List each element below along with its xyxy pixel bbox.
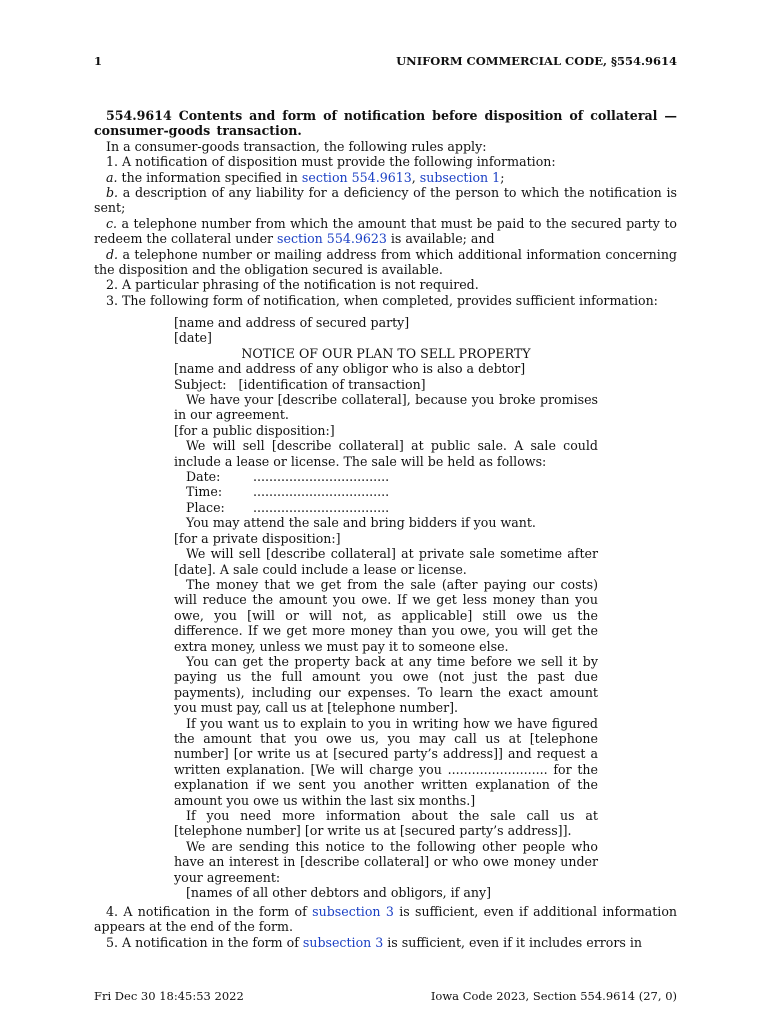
page-number: 1 <box>94 54 103 68</box>
form-attend: You may attend the sale and bring bidders if you want. <box>186 515 536 531</box>
place-label: Place: <box>186 499 225 515</box>
running-title: UNIFORM COMMERCIAL CODE, §554.9614 <box>396 54 677 68</box>
section-tail <box>94 904 677 950</box>
item-text: a telephone number or mailing address from which additional information concerning the disposition and the obligation secured is available. <box>94 246 677 278</box>
link-subsection-3[interactable]: subsection 3 <box>312 904 394 919</box>
item-text-end: is sufficient, even if additional information appears at the end of the form. <box>94 904 678 935</box>
link-section-554-9623[interactable]: section 554.9623 <box>277 231 387 247</box>
form-paragraph: The money that we get from the sale (after paying our costs) will reduce the amount you owe. If we get less money than you owe, you [will or will not, as applicable] still owe us the difference. If we get more money than you owe, you will get the extra money, unless we must pay it to someone else. <box>174 576 598 654</box>
form-paragraph: If you want us to explain to you in writing how we have figured the amount that you owe us, you may call us at [telephone number] [or write us at [secured party’s address]] and request a written explanation. [We will charge you ......................... for the explanation if we sent you another written explanation of the amount you owe us within the last six months.] <box>174 715 598 808</box>
link-subsection-3[interactable]: subsection 3 <box>302 934 384 950</box>
form-private-text: We will sell [describe collateral] at private sale sometime after [date]. A sale could include a lease or license. <box>174 546 598 577</box>
form-date-row <box>174 469 598 484</box>
item-1d <box>94 247 677 278</box>
item-2: 2. A particular phrasing of the notification is not required. <box>106 277 479 293</box>
item-letter: a. <box>106 169 118 185</box>
time-label: Time: <box>186 484 223 500</box>
item-1: 1. A notification of disposition must provide the following information: <box>106 154 556 170</box>
form-paragraph: We have your [describe collateral], because you broke promises in our agreement. <box>174 392 598 423</box>
form-time-row <box>174 484 598 499</box>
blank-line: .................................. <box>253 484 390 500</box>
separator: , <box>411 169 420 185</box>
item-text-end: is available; and <box>386 231 495 247</box>
form-paragraph: You can get the property back at any time before we sell it by paying us the full amount you owe (not just the past due payments), including our expenses. To learn the exact amount you must pay, call us at [telephone number]. <box>174 653 598 716</box>
form-names: [names of all other debtors and obligors, if any] <box>186 885 491 901</box>
form-place-row <box>174 500 598 515</box>
item-text: 4. A notification in the form of <box>106 904 313 919</box>
form-obligor: [name and address of any obligor who is also a debtor] <box>174 361 526 377</box>
form-paragraph: We are sending this notice to the following other people who have an interest in [describe collateral] or who owe money under your agreement: <box>174 838 598 885</box>
item-5 <box>94 935 677 950</box>
item-text: 5. A notification in the form of <box>106 934 303 950</box>
form-private-label: [for a private disposition:] <box>174 530 341 546</box>
form-public-text: We will sell [describe collateral] at public sale. A sale could include a lease or license. The sale will be held as follows: <box>174 438 598 469</box>
blank-line: .................................. <box>253 499 390 515</box>
footer-timestamp: Fri Dec 30 18:45:53 2022 <box>94 989 244 1003</box>
notice-form <box>174 315 598 900</box>
form-subject: Subject: [identification of transaction] <box>174 376 426 392</box>
form-paragraph: If you need more information about the sale call us at [telephone number] [or write us at [secured party’s address]]. <box>174 808 598 839</box>
form-date: [date] <box>174 330 212 346</box>
blank-line: .................................. <box>253 469 390 485</box>
intro-text: In a consumer-goods transaction, the following rules apply: <box>106 138 487 154</box>
item-letter: c. <box>106 215 118 231</box>
form-public-label: [for a public disposition:] <box>174 422 335 438</box>
form-heading: NOTICE OF OUR PLAN TO SELL PROPERTY <box>241 345 531 361</box>
link-section-554-9613[interactable]: section 554.9613 <box>301 169 412 185</box>
item-text: the information specified in <box>117 169 302 185</box>
item-4 <box>94 904 677 935</box>
section-body <box>94 108 677 308</box>
item-3: 3. The following form of notification, when completed, provides sufficient information: <box>106 292 658 308</box>
date-label: Date: <box>186 469 221 485</box>
section-title: 554.9614 Contents and form of notification before disposition of collateral — consumer-goods transaction. <box>94 108 677 139</box>
item-text: a telephone number from which the amount that must be paid to the secured party to redeem the collateral under <box>94 215 677 247</box>
item-letter: b. <box>106 185 119 201</box>
form-secured-party: [name and address of secured party] <box>174 315 410 330</box>
footer-citation: Iowa Code 2023, Section 554.9614 (27, 0) <box>430 989 677 1003</box>
item-text-end: ; <box>500 169 505 185</box>
item-text-end: is sufficient, even if it includes errors in <box>383 934 642 950</box>
item-text: a description of any liability for a deficiency of the person to which the notification is sent; <box>94 185 677 216</box>
item-1c <box>94 216 677 247</box>
item-1a <box>94 170 677 185</box>
item-1b <box>94 185 677 216</box>
item-letter: d. <box>106 246 119 262</box>
link-subsection-1[interactable]: subsection 1 <box>419 169 501 185</box>
